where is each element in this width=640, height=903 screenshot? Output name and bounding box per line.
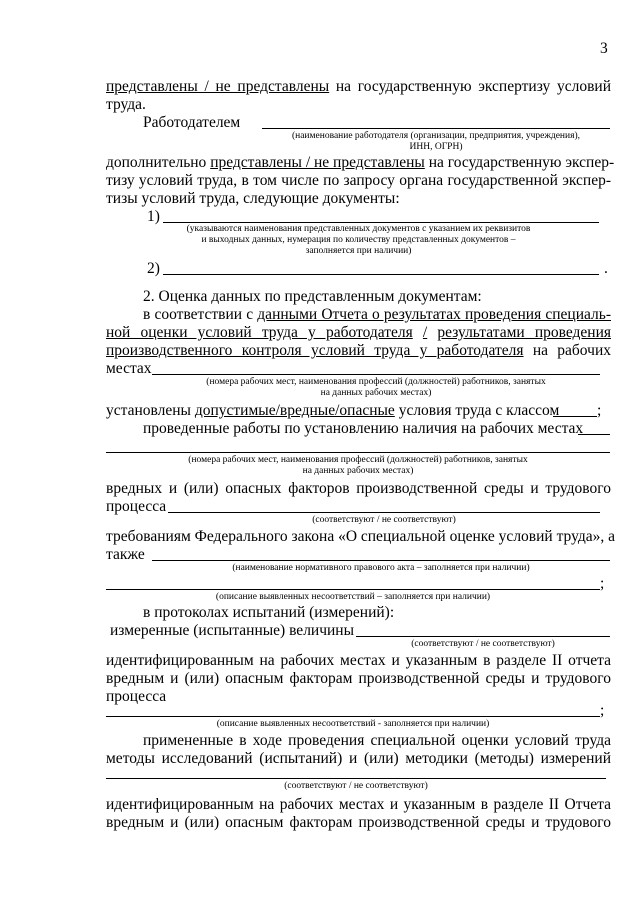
workplaces-field-line[interactable] — [152, 374, 600, 375]
nonconformity-field-line-2[interactable] — [106, 716, 600, 717]
section-2-title: 2. Оценка данных по представленным документам: — [143, 288, 482, 305]
class-field-line[interactable] — [553, 416, 597, 417]
compliance-note-1: (соответствуют / не соответствуют) — [312, 515, 456, 525]
page-number: 3 — [600, 40, 608, 57]
text: условия труда с классом — [398, 402, 560, 419]
line-16: также — [106, 546, 145, 563]
line-4 — [106, 154, 615, 172]
employer-note-2: ИНН, ОГРН) — [409, 142, 463, 152]
text: на государственную экспертизу условий — [335, 78, 612, 95]
line-1 — [106, 78, 611, 96]
option-presented: представлены / не представлены — [106, 78, 330, 95]
line-11-end: ; — [597, 402, 602, 419]
workplaces-note-2: на данных рабочих местах) — [320, 388, 432, 398]
option-conditions: допустимые/вредные/опасные — [194, 402, 395, 419]
measured-values-field-line[interactable] — [356, 636, 610, 637]
slash: / — [422, 324, 428, 341]
line-18: в протоколах испытаний (измерений): — [143, 604, 395, 621]
regulation-note: (наименование нормативного правового акта – заполняется при наличии) — [232, 563, 530, 573]
document-item-2-end: . — [604, 260, 608, 277]
workplaces-note-4: на данных рабочих местах) — [302, 466, 414, 476]
methods-field-line[interactable] — [106, 778, 606, 779]
option-report-data-cont: ной оценки условий труда у работодателя — [106, 324, 413, 341]
nonconformity-note-2: (описание выявленных несоответствий - заполняется при наличии) — [216, 719, 490, 729]
text: дополнительно — [106, 154, 207, 171]
document-item-1-field[interactable] — [163, 222, 599, 223]
nonconformity-field-line-1[interactable] — [106, 589, 600, 590]
document-item-2-field[interactable] — [163, 274, 599, 275]
line-11 — [106, 402, 559, 420]
line-23-end: ; — [600, 702, 605, 719]
document-note-3: заполняется при наличии) — [305, 246, 412, 256]
workplaces-field-line-2[interactable] — [106, 452, 610, 453]
text: на государственную экспер- — [428, 154, 615, 171]
document-item-1-label: 1) — [147, 208, 160, 225]
option-production-control-cont: производственного контроля условий труда у работодателя — [106, 342, 524, 359]
line-27: вредным и (или) опасным факторам производственной среды и трудового — [106, 814, 611, 831]
text: в соответствии с — [143, 306, 254, 323]
line-12: проведенные работы по установлению наличия на рабочих местах — [143, 420, 584, 437]
line-25: методы исследований (испытаний) и (или) методики (методы) измерений — [106, 750, 611, 767]
document-note-2: и выходных данных, нумерация по количеству представленных документов – — [201, 235, 516, 245]
line-14: процесса — [106, 498, 167, 515]
compliance-note-2: (соответствуют / не соответствуют) — [411, 639, 555, 649]
regulation-field-line[interactable] — [152, 560, 610, 561]
document-item-2-label: 2) — [147, 260, 160, 277]
line-9 — [106, 342, 611, 360]
line-7 — [143, 306, 611, 324]
employer-label: Работодателем — [143, 114, 241, 131]
line-2: труда. — [106, 96, 146, 113]
line-20: идентифицированным на рабочих местах и указанным в разделе II отчета — [106, 652, 611, 669]
workplaces-note-3: (номера рабочих мест, наименования профессий (должностей) работников, занятых — [188, 455, 528, 465]
option-presented: представлены / не представлены — [210, 154, 425, 171]
line-22: процесса — [106, 688, 167, 705]
line-6: тизы условий труда, следующие документы: — [106, 190, 400, 207]
employer-note: (наименование работодателя (организации, предприятия, учреждения), — [291, 131, 581, 141]
line-8 — [106, 324, 611, 342]
compliance-field-line[interactable] — [168, 512, 600, 513]
line-17-end: ; — [600, 575, 605, 592]
line-24: примененные в ходе проведения специальной оценки условий труда — [143, 732, 611, 749]
nonconformity-note-1: (описание выявленных несоответствий – заполняется при наличии) — [215, 592, 491, 602]
line-21: вредным и (или) опасным факторам производственной среды и трудового — [106, 670, 611, 687]
text: на рабочих — [532, 342, 611, 359]
line-5: тизу условий труда, в том числе по запросу органа государственной экспер- — [106, 172, 611, 189]
line-13: вредных и (или) опасных факторов производственной среды и трудового — [106, 480, 611, 497]
text: установлены — [106, 402, 191, 419]
line-12-field[interactable] — [578, 434, 610, 435]
employer-field-line[interactable] — [262, 128, 610, 129]
option-report-data: данными Отчета о результатах проведения специаль- — [257, 306, 611, 323]
workplaces-note-1: (номера рабочих мест, наименования профессий (должностей) работников, занятых — [206, 377, 546, 387]
line-26: идентифицированным на рабочих местах и указанным в разделе II Отчета — [106, 796, 611, 813]
line-19: измеренные (испытанные) величины — [110, 622, 355, 639]
line-15: требованиям Федерального закона «О специальной оценке условий труда», а — [106, 528, 616, 545]
document-note-1: (указываются наименования представленных документов с указанием их реквизитов — [186, 224, 531, 234]
compliance-note-3: (соответствуют / не соответствуют) — [284, 781, 428, 791]
option-production-control: результатами проведения — [437, 324, 612, 341]
line-10: местах — [106, 360, 152, 377]
